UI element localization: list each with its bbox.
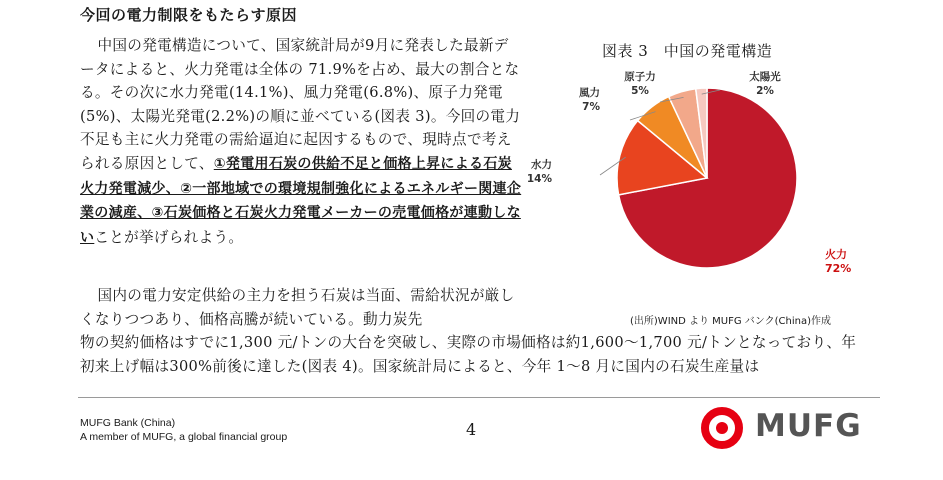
paragraph-body: 中国の発電構造について、国家統計局が9月に発表した最新データによると、火力発電は全体の 71.9%を占め、最大の割合となる。その次に水力発電(14.1%)、風力発電(6.8%)、原子力発電(5%)、太陽光発電(2.2%)の順に並べている(図表 3)。今回の電力不足も主に火力発電の需給逼迫に起因するもので、現時点で考えられる原因として、 xyxy=(80,37,521,172)
footer-divider xyxy=(78,397,880,398)
pie-label-value-2: 14% xyxy=(526,173,552,185)
pie-label-category-2: 水力 xyxy=(531,159,552,171)
mufg-logo-mark xyxy=(700,406,748,450)
footer-bank-name: MUFG Bank (China) xyxy=(80,417,176,429)
paragraph-coal-price: 物の契約価格はすでに1,300 元/トンの大台を突破し、実際の市場価格は約1,600～1,700 元/トンとなっており、年初来上げ幅は300%前後に達した(図表 4)。国家統計局によると、今年 1～8 月に国内の石炭生産量は xyxy=(80,334,857,375)
footer-tagline: A member of MUFG, a global financial group xyxy=(80,431,288,443)
pie-label-category-4: 原子力 xyxy=(624,71,656,83)
pie-label-value-1: 72% xyxy=(825,262,852,275)
chart-title: 図表 3 中国の発電構造 xyxy=(602,42,773,60)
pie-label-value-4: 5% xyxy=(631,85,649,97)
paragraph-emphasis: ①発電用石炭の供給不足と価格上昇による石炭火力発電減少、②一部地域での環境規制強化によるエネルギー関連企業の減産、③石炭価格と石炭火力発電メーカーの売電価格が連動しない xyxy=(80,155,522,246)
paragraph-tail: ことが挙げられよう。 xyxy=(94,228,244,246)
paragraph-power-structure xyxy=(80,34,522,250)
pie-chart xyxy=(520,60,860,310)
pie-label-category-1: 火力 xyxy=(825,248,847,261)
page-number: 4 xyxy=(466,420,477,439)
paragraph-coal-supply: 国内の電力安定供給の主力を担う石炭は当面、需給状況が厳しくなりつつあり、価格高騰が続いている。動力炭先 xyxy=(80,287,515,328)
mufg-logo xyxy=(700,406,880,450)
pie-label-category-5: 太陽光 xyxy=(749,71,781,83)
mufg-logo-text: MUFG xyxy=(755,408,862,444)
section-heading: 今回の電力制限をもたらす原因 xyxy=(80,6,298,24)
pie-label-value-5: 2% xyxy=(756,85,774,97)
pie-label-category-3: 風力 xyxy=(579,87,600,99)
chart-source: (出所)WIND より MUFG バンク(China)作成 xyxy=(630,316,831,327)
pie-label-value-3: 7% xyxy=(582,101,600,113)
